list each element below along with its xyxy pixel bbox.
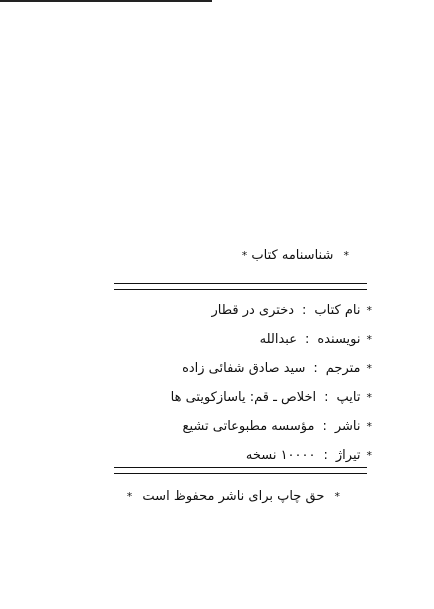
entry-label: ناشر [334, 418, 361, 434]
entry-separator: : [323, 447, 328, 463]
star-mark: * [126, 490, 133, 503]
divider-top-2 [114, 289, 367, 290]
star-mark: * [241, 249, 248, 262]
divider-bottom-1 [114, 467, 367, 468]
entry-value: مؤسسه مطبوعاتی تشیع [182, 418, 315, 434]
page-title-text: شناسنامه کتاب [251, 248, 334, 263]
divider-top-1 [114, 283, 367, 284]
star-mark: * [366, 303, 372, 317]
star-mark: * [334, 490, 340, 503]
copyright-text: حق چاپ برای ناشر محفوظ است [142, 489, 325, 504]
entry-separator: : [313, 360, 318, 376]
divider-bottom-2 [114, 473, 367, 474]
entry-translator [171, 354, 372, 383]
entry-value: سید صادق شفائی زاده [182, 360, 306, 376]
star-mark: * [366, 419, 372, 433]
details-list [171, 296, 372, 470]
star-mark: * [366, 448, 372, 462]
entry-separator: : [324, 389, 329, 405]
entry-label: تایپ [336, 389, 361, 405]
entry-separator: : [305, 331, 310, 347]
star-mark: * [366, 361, 372, 375]
entry-label: نام کتاب [314, 302, 361, 318]
entry-value: دختری در قطار [211, 302, 295, 318]
star-mark: * [366, 332, 372, 346]
entry-publisher [171, 412, 372, 441]
page-title [236, 247, 349, 265]
entry-separator: : [302, 302, 307, 318]
entry-author [171, 325, 372, 354]
entry-label: مترجم [325, 360, 361, 376]
entry-book-name [171, 296, 372, 325]
entry-value: عبدالله [259, 331, 297, 347]
entry-value: ۱۰۰۰۰ نسخه [245, 447, 316, 463]
entry-typesetting [171, 383, 372, 412]
entry-label: نویسنده [317, 331, 361, 347]
star-mark: * [343, 249, 349, 262]
copyright-notice [121, 488, 346, 506]
entry-value: اخلاص ـ قم: یاسازکویتی ها [170, 389, 317, 405]
star-mark: * [366, 390, 372, 404]
entry-print-run [171, 441, 372, 470]
entry-label: تیراژ [335, 447, 361, 463]
entry-separator: : [322, 418, 327, 434]
